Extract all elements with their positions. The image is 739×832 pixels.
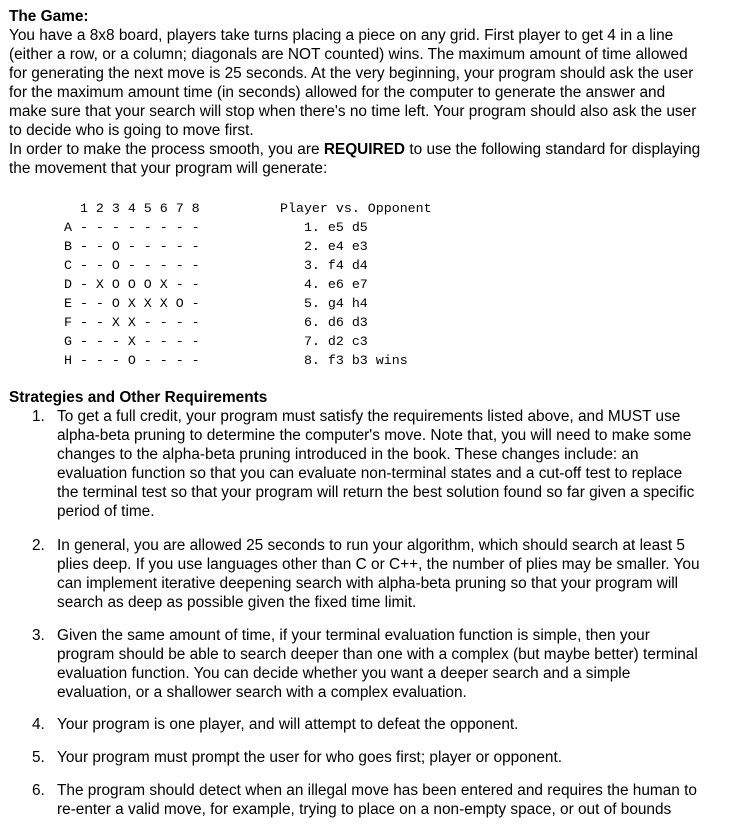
board-row: G - - - X - - - - xyxy=(64,334,200,349)
required-keyword: REQUIRED xyxy=(323,141,406,158)
item-line: plies deep. If you use languages other than C or C++, the number of plies may be smaller. You xyxy=(57,556,700,573)
board-row: D - X O O O X - - xyxy=(64,277,200,292)
item-line: To get a full credit, your program must satisfy the requirements listed above, and MUST use xyxy=(57,408,681,425)
strategies-section-title: Strategies and Other Requirements xyxy=(9,389,268,406)
list-item-number: 5. xyxy=(32,749,45,766)
item-line: The program should detect when an illegal move has been entered and requires the human to xyxy=(57,782,697,799)
required-line-2: the movement that your program will generate: xyxy=(9,160,328,177)
item-line: evaluation function so that you can evaluate non-terminal states and a cut-off test to replace xyxy=(57,465,683,482)
move-row: 7. d2 c3 xyxy=(280,334,368,349)
board-row: B - - O - - - - - xyxy=(64,239,200,254)
item-line: evaluation function. You can decide whether you want a deeper search and a simple xyxy=(57,665,631,682)
item-line: Given the same amount of time, if your terminal evaluation function is simple, then your xyxy=(57,627,650,644)
list-item-text xyxy=(57,626,735,702)
list-item-text xyxy=(57,407,735,521)
board-row: A - - - - - - - - xyxy=(64,220,200,235)
item-line: search as deep as possible given the fixed time limit. xyxy=(57,594,417,611)
board-row: H - - - O - - - - xyxy=(64,353,200,368)
intro-line: You have a 8x8 board, players take turns placing a piece on any grid. First player to get 4 in a line xyxy=(9,27,674,44)
intro-line: for generating the next move is 25 seconds. At the very beginning, your program should ask the user xyxy=(9,65,694,82)
list-item-text xyxy=(57,536,735,612)
item-line: alpha-beta pruning to determine the computer's move. Note that, you will need to make some xyxy=(57,427,692,444)
item-line: period of time. xyxy=(57,503,155,520)
intro-line: (either a row, or a column; diagonals are NOT counted) wins. The maximum amount of time allowed xyxy=(9,46,688,63)
game-board xyxy=(64,199,200,370)
game-intro-paragraph xyxy=(9,26,731,178)
list-item-number: 6. xyxy=(32,782,45,799)
item-line: changes to the alpha-beta pruning introduced in the book. These changes include: an xyxy=(57,446,639,463)
item-line: can implement iterative deepening search with alpha-beta pruning so that your program will xyxy=(57,575,679,592)
list-item-number: 4. xyxy=(32,716,45,733)
list-item-text xyxy=(57,781,735,819)
item-line: evaluation, or a shallower search with a complex evaluation. xyxy=(57,684,467,701)
list-item-text xyxy=(57,715,735,734)
intro-line: make sure that your search will stop when there's no time left. Your program should also ask the user xyxy=(9,103,697,120)
move-list-header: Player vs. Opponent xyxy=(280,201,432,216)
move-row: 5. g4 h4 xyxy=(280,296,368,311)
move-row: 4. e6 e7 xyxy=(280,277,368,292)
board-row: C - - O - - - - - xyxy=(64,258,200,273)
item-line: re-enter a valid move, for example, trying to place on a non-empty space, or out of bounds xyxy=(57,801,672,818)
list-item-text xyxy=(57,748,735,767)
required-line xyxy=(9,140,731,159)
list-item-number: 2. xyxy=(32,537,45,554)
item-line: program should be able to search deeper than one with a complex (but maybe better) terminal xyxy=(57,646,698,663)
list-item-number: 1. xyxy=(32,408,45,425)
move-list xyxy=(280,199,432,370)
board-row: F - - X X - - - - xyxy=(64,315,200,330)
move-row: 8. f3 b3 wins xyxy=(280,353,408,368)
game-section-title: The Game: xyxy=(9,8,89,25)
item-line: In general, you are allowed 25 seconds to run your algorithm, which should search at least 5 xyxy=(57,537,685,554)
board-column-header: 1 2 3 4 5 6 7 8 xyxy=(64,201,200,216)
move-row: 2. e4 e3 xyxy=(280,239,368,254)
required-pre: In order to make the process smooth, you are xyxy=(9,141,324,158)
move-row: 6. d6 d3 xyxy=(280,315,368,330)
move-row: 1. e5 d5 xyxy=(280,220,368,235)
intro-line: to decide who is going to move first. xyxy=(9,122,254,139)
list-item-number: 3. xyxy=(32,627,45,644)
move-row: 3. f4 d4 xyxy=(280,258,368,273)
item-line: Your program must prompt the user for who goes first; player or opponent. xyxy=(57,749,563,766)
required-post: to use the following standard for displaying xyxy=(405,141,701,158)
board-row: E - - O X X X O - xyxy=(64,296,200,311)
item-line: the terminal test so that your program will return the best solution found so far given a specific xyxy=(57,484,695,501)
item-line: Your program is one player, and will attempt to defeat the opponent. xyxy=(57,716,519,733)
intro-line: for the maximum amount time (in seconds) allowed for the computer to generate the answer and xyxy=(9,84,666,101)
